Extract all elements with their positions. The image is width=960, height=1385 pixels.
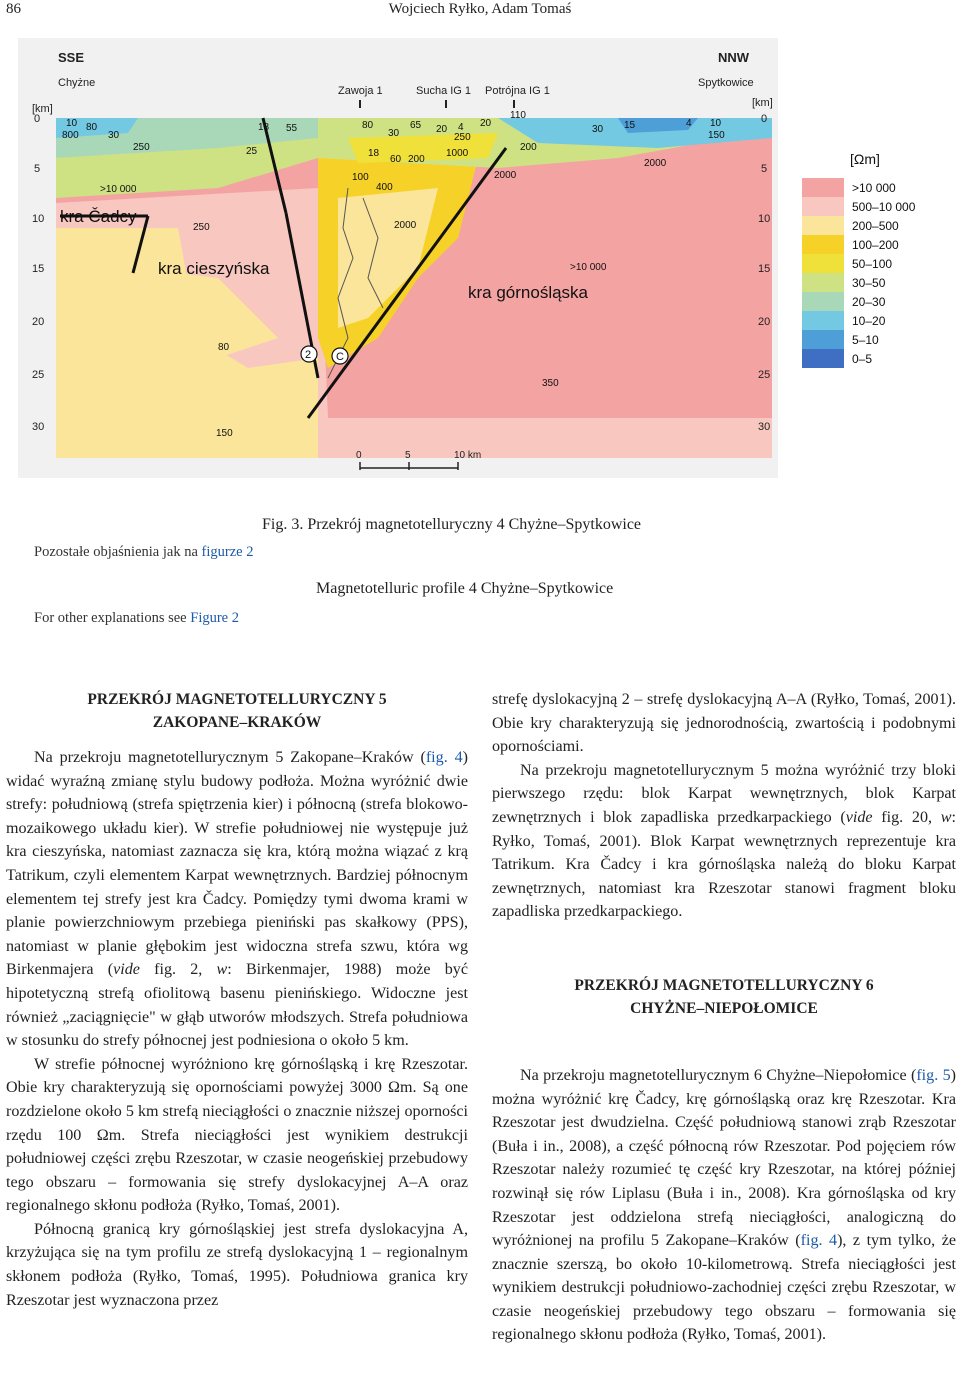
section-heading-line: PRZEKRÓJ MAGNETOTELLURYCZNY 5 (87, 691, 387, 708)
value-label: 18 (368, 148, 380, 159)
legend-label: 30–50 (852, 276, 886, 290)
fig-label: Fig. 3. (262, 516, 304, 533)
legend-swatch (802, 273, 844, 292)
depth-tick: 30 (32, 421, 45, 433)
text-run: ) można wyróżnić krę Čadcy, krę górnośląską oraz krę Rzeszotar. Kra Rzeszotar jest dwudzielna. Część południową stanowi zrąb Rzeszotar (Buła i in., 2008), a część północną rów Rzeszotar. Pod pojęciem rów Rzeszotar należy rozumieć tę część kry Rzeszotar, na której później rozwinął się rów Liplasu (Buła i in., 2008). Kra górnośląska od kry Rzeszotar jest oddzielona strefą nieciągłości, analogiczną do wyróżnionej na profilu 5 Zakopane–Kraków ( (492, 1066, 956, 1250)
value-label: 250 (133, 142, 150, 153)
legend-swatch (802, 197, 844, 216)
italic-text: vide (113, 961, 140, 979)
legend-swatch (802, 311, 844, 330)
depth-tick: 25 (758, 369, 771, 381)
legend-label: 0–5 (852, 352, 873, 366)
paragraph (6, 746, 468, 1053)
legend-swatch (802, 235, 844, 254)
depth-tick: 0 (34, 113, 41, 125)
figure-link[interactable]: fig. 4 (425, 749, 463, 766)
value-label: 55 (286, 123, 298, 134)
page-header (0, 0, 960, 20)
zone-marker: 2 (305, 349, 312, 361)
value-label: 4 (686, 118, 692, 129)
value-label: 150 (216, 428, 233, 439)
legend-swatch (802, 292, 844, 311)
mt-profile-figure (18, 38, 942, 478)
value-label: 2000 (644, 158, 667, 169)
legend-label: 200–500 (852, 219, 899, 233)
section-heading-line: ZAKOPANE–KRAKÓW (152, 714, 322, 731)
depth-tick: 0 (761, 113, 768, 125)
italic-text: vide (845, 808, 873, 826)
value-label: 800 (62, 130, 79, 141)
value-label: >10 000 (100, 184, 137, 195)
bottom-yellow-layer (56, 418, 318, 458)
bottom-pink-layer (318, 418, 772, 458)
text-run: Na przekroju magnetotellurycznym 5 Zakopane–Kraków ( (34, 749, 426, 766)
legend-swatch (802, 178, 844, 197)
depth-tick: 15 (32, 263, 45, 275)
end-left-label: SSE (58, 50, 85, 65)
value-label: 250 (454, 132, 471, 143)
section-heading-line: CHYŻNE–NIEPOŁOMICE (630, 999, 818, 1017)
paragraph: W strefie północnej wyróżniono krę górnośląską i krę Rzeszotar. Obie kry charakteryzują się opornościami powyżej 3000 Ωm. Są one rozdzielone około 5 km strefą nieciągłości o znacznie niższej oporności rzędu 100 Ωm. Strefa nieciągłości jest wynikiem destrukcji południowej części zrębu Rzeszotar, w czasie neogeńskiej przebudowy tego obszaru – formowania się strefy dyslokacyjnej A–A oraz regionalnego skłonu podłoża (Ryłko, Tomaś, 2001). (6, 1055, 468, 1215)
value-label: 400 (376, 182, 393, 193)
text-run: : Birkenmajer, 1988) może być hipotetyczną strefą ofiolitową basenu pienińskiego. Widoczne jest również „zaciągnięcie" w głąb utworów młodszych. Strefa południowa w stosunku do strefy północnej jest podniesiona o około 5 km. (6, 961, 468, 1050)
scale-label: 5 (405, 450, 411, 461)
value-label: 10 (66, 118, 78, 129)
depth-tick: 15 (758, 263, 771, 275)
zone-marker: C (336, 351, 344, 363)
explanation-note-pl (34, 544, 253, 561)
value-label: 20 (436, 124, 448, 135)
explanation-note-en (34, 610, 239, 627)
depth-tick: 30 (758, 421, 771, 433)
value-label: 30 (388, 128, 400, 139)
value-label: 2000 (494, 170, 517, 181)
right-text-column (492, 688, 956, 1347)
depth-unit-right: [km] (752, 97, 773, 109)
station-label: Chyżne (58, 77, 96, 89)
note-pl-text: Pozostałe objaśnienia jak na (34, 544, 202, 560)
value-label: >10 000 (570, 262, 607, 273)
value-label: 350 (542, 378, 559, 389)
running-authors: Wojciech Ryłko, Adam Tomaś (388, 1, 572, 17)
text-run: ), z tym tylko, że znacznie szerszą, bo około 10-kilometrową. Strefa nieciągłości jest wynikiem destrukcji południowo-zachodniej części zrębu Rzeszotar, w czasie neogeńskiej przebudowy tego obszaru – formowania się regionalnego skłonu podłoża (Ryłko, Tomaś, 2001). (492, 1232, 956, 1344)
depth-tick: 20 (32, 316, 45, 328)
depth-tick: 10 (758, 213, 771, 225)
text-run: : Ryłko, Tomaś, 2001). Blok Karpat wewnętrznych reprezentuje kra Tatrikum. Kra Čadcy i kra górnośląska należą do bloku Karpat zewnętrznych, natomiast kra Rzeszotar stanowi fragment bloku zapadliska przedkarpackiego. (492, 808, 957, 921)
figure-2-link-pl[interactable]: figurze 2 (201, 544, 254, 560)
legend-label: >10 000 (852, 181, 896, 195)
italic-text: w (216, 961, 228, 979)
block-label: kra Čadcy (60, 207, 137, 226)
text-run: Na przekroju magnetotellurycznym 6 Chyżne–Niepołomice ( (520, 1066, 917, 1084)
end-right-label: NNW (718, 50, 750, 65)
legend-label: 100–200 (852, 238, 899, 252)
value-label: 65 (410, 120, 422, 131)
figure-caption-en: Magnetotelluric profile 4 Chyżne–Spytkowice (316, 580, 614, 597)
legend-label: 10–20 (852, 314, 886, 328)
section-heading-5 (6, 688, 468, 734)
figure-link[interactable]: fig. 4 (800, 1232, 838, 1250)
left-text-column (6, 688, 468, 1312)
legend-swatch (802, 254, 844, 273)
resistivity-legend (802, 151, 916, 368)
figure-caption-pl (262, 516, 641, 534)
depth-tick: 5 (34, 163, 41, 175)
value-label: 20 (480, 118, 492, 129)
station-label: Sucha IG 1 (416, 85, 472, 97)
value-label: 110 (510, 110, 526, 121)
station-label: Potrójna IG 1 (485, 85, 550, 97)
paragraph: strefę dyslokacyjną 2 – strefę dyslokacyjną A–A (Ryłko, Tomaś, 2001). Obie kry charakteryzują się jednorodnością, zwartością i podobnymi opornościami. (492, 691, 956, 756)
block-label: kra cieszyńska (158, 259, 270, 278)
value-label: 80 (362, 120, 374, 131)
section-heading-6 (492, 974, 956, 1020)
paragraph (492, 1064, 956, 1347)
value-label: 250 (193, 222, 210, 233)
legend-items (802, 178, 916, 368)
value-label: 60 (390, 154, 402, 165)
text-run: fig. 2, (139, 961, 217, 979)
legend-swatch (802, 330, 844, 349)
value-label: 80 (86, 122, 98, 133)
legend-label: 500–10 000 (852, 200, 916, 214)
legend-swatch (802, 349, 844, 368)
value-label: 1000 (446, 148, 469, 159)
legend-label: 5–10 (852, 333, 879, 347)
legend-swatch (802, 216, 844, 235)
scale-label: 0 (356, 450, 362, 461)
paragraph (492, 759, 956, 924)
italic-text: w (940, 808, 952, 826)
legend-title: [Ωm] (850, 151, 880, 167)
value-label: 200 (520, 142, 537, 153)
fig-title-pl: Przekrój magnetotelluryczny 4 Chyżne–Spytkowice (307, 516, 642, 533)
station-label: Spytkowice (698, 77, 754, 89)
legend-label: 20–30 (852, 295, 886, 309)
value-label: 80 (218, 342, 230, 353)
value-label: 25 (246, 146, 258, 157)
section-heading-line: PRZEKRÓJ MAGNETOTELLURYCZNY 6 (574, 976, 874, 994)
value-label: 100 (352, 172, 369, 183)
depth-tick: 20 (758, 316, 771, 328)
value-label: 30 (108, 130, 120, 141)
block-label: kra górnośląska (468, 283, 589, 302)
value-label: 30 (592, 124, 604, 135)
legend-label: 50–100 (852, 257, 893, 271)
value-label: 18 (258, 122, 270, 133)
text-run: ) widać wyraźną zmianę stylu budowy podłoża. Można wyróżnić dwie strefy: południową (strefa spiętrzenia kier) i północną (strefa blokowo-mozaikowego układu kier). W strefie południowej nie występuje już kra cieszyńska, natomiast zaznacza się kra, którą można wiązać z krą Tatrikum, czyli elementem Karpat wewnętrznych. Bardziej północnym elementem tej strefy jest kra Čadcy. Pomiędzy tymi dwoma krami w planie powierzchniowym przebiega pieniński pas skałkowy (PPS), natomiast w planie głębokim jest widoczna strefa szwu, która wg Birkenmajera ( (6, 749, 468, 979)
station-label: Zawoja 1 (338, 85, 383, 97)
figure-2-link-en[interactable]: Figure 2 (190, 610, 239, 626)
depth-tick: 5 (761, 163, 768, 175)
text-run: fig. 20, (872, 808, 941, 826)
value-label: 2000 (394, 220, 417, 231)
note-en-text: For other explanations see (34, 610, 191, 626)
text-run: Na przekroju magnetotellurycznym 5 można wyróżnić trzy bloki pierwszego rzędu: blok Karpat wewnętrznych, blok Karpat zewnętrznych i blok zapadliska przedkarpackiego ( (492, 761, 956, 826)
depth-unit-left: [km] (32, 103, 53, 115)
figure-link[interactable]: fig. 5 (916, 1066, 951, 1084)
depth-tick: 10 (32, 213, 45, 225)
value-label: 15 (624, 120, 636, 131)
page-number: 86 (6, 1, 21, 17)
value-label: 10 (710, 118, 722, 129)
value-label: 200 (408, 154, 425, 165)
value-label: 150 (708, 130, 725, 141)
value-label: 4 (458, 122, 464, 133)
paragraph: Północną granicą kry górnośląskiej jest strefa dyslokacyjna A, krzyżująca się na tym profilu ze strefą dyslokacyjną 1 – regionalnym skłonem podłoża (Ryłko, Tomaś, 1995). Południowa granica kry Rzeszotar jest wyznaczona przez (6, 1220, 468, 1309)
scale-label: 10 km (454, 450, 482, 461)
depth-tick: 25 (32, 369, 45, 381)
